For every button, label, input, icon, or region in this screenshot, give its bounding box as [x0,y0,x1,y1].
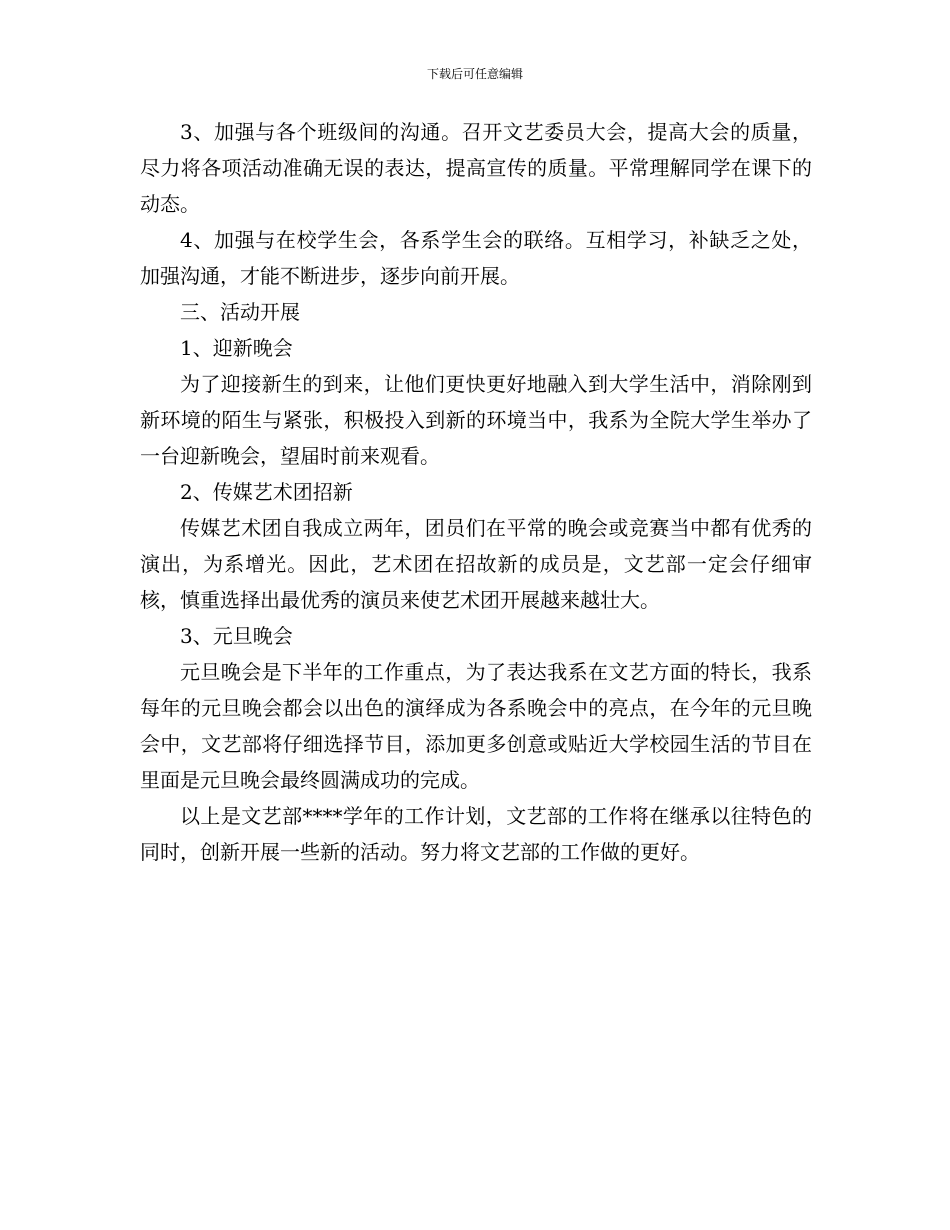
paragraph-student-union-liaison: 4、加强与在校学生会，各系学生会的联络。互相学习，补缺乏之处，加强沟通，才能不断进步，逐步向前开展。 [140,228,812,288]
document-body [140,114,812,870]
subheading-new-year-party: 3、元旦晚会 [180,624,293,648]
section-heading-activities: 三、活动开展 [180,300,300,324]
paragraph-new-year-party: 元旦晚会是下半年的工作重点，为了表达我系在文艺方面的特长，我系每年的元旦晚会都会以出色的演绎成为各系晚会中的亮点，在今年的元旦晚会中，文艺部将仔细选择节目，添加更多创意或贴近大学校园生活的节目在里面是元旦晚会最终圆满成功的完成。 [140,660,812,792]
paragraph-welcome-party: 为了迎接新生的到来，让他们更快更好地融入到大学生活中，消除刚到新环境的陌生与紧张，积极投入到新的环境当中，我系为全院大学生举办了一台迎新晚会，望届时前来观看。 [140,372,812,468]
paragraph-art-troupe-recruitment: 传媒艺术团自我成立两年，团员们在平常的晚会或竞赛当中都有优秀的演出，为系增光。因此，艺术团在招故新的成员是，文艺部一定会仔细审核，慎重选择出最优秀的演员来使艺术团开展越来越壮大。 [140,516,812,612]
subheading-art-troupe-recruitment: 2、传媒艺术团招新 [180,480,353,504]
paragraph-conclusion: 以上是文艺部****学年的工作计划，文艺部的工作将在继承以往特色的同时，创新开展一些新的活动。努力将文艺部的工作做的更好。 [140,804,812,864]
subheading-welcome-party: 1、迎新晚会 [180,336,293,360]
paragraph-communication-classes: 3、加强与各个班级间的沟通。召开文艺委员大会，提高大会的质量，尽力将各项活动准确无误的表达，提高宣传的质量。平常理解同学在课下的动态。 [140,120,812,216]
page-header: 下载后可任意编辑 [426,67,523,81]
